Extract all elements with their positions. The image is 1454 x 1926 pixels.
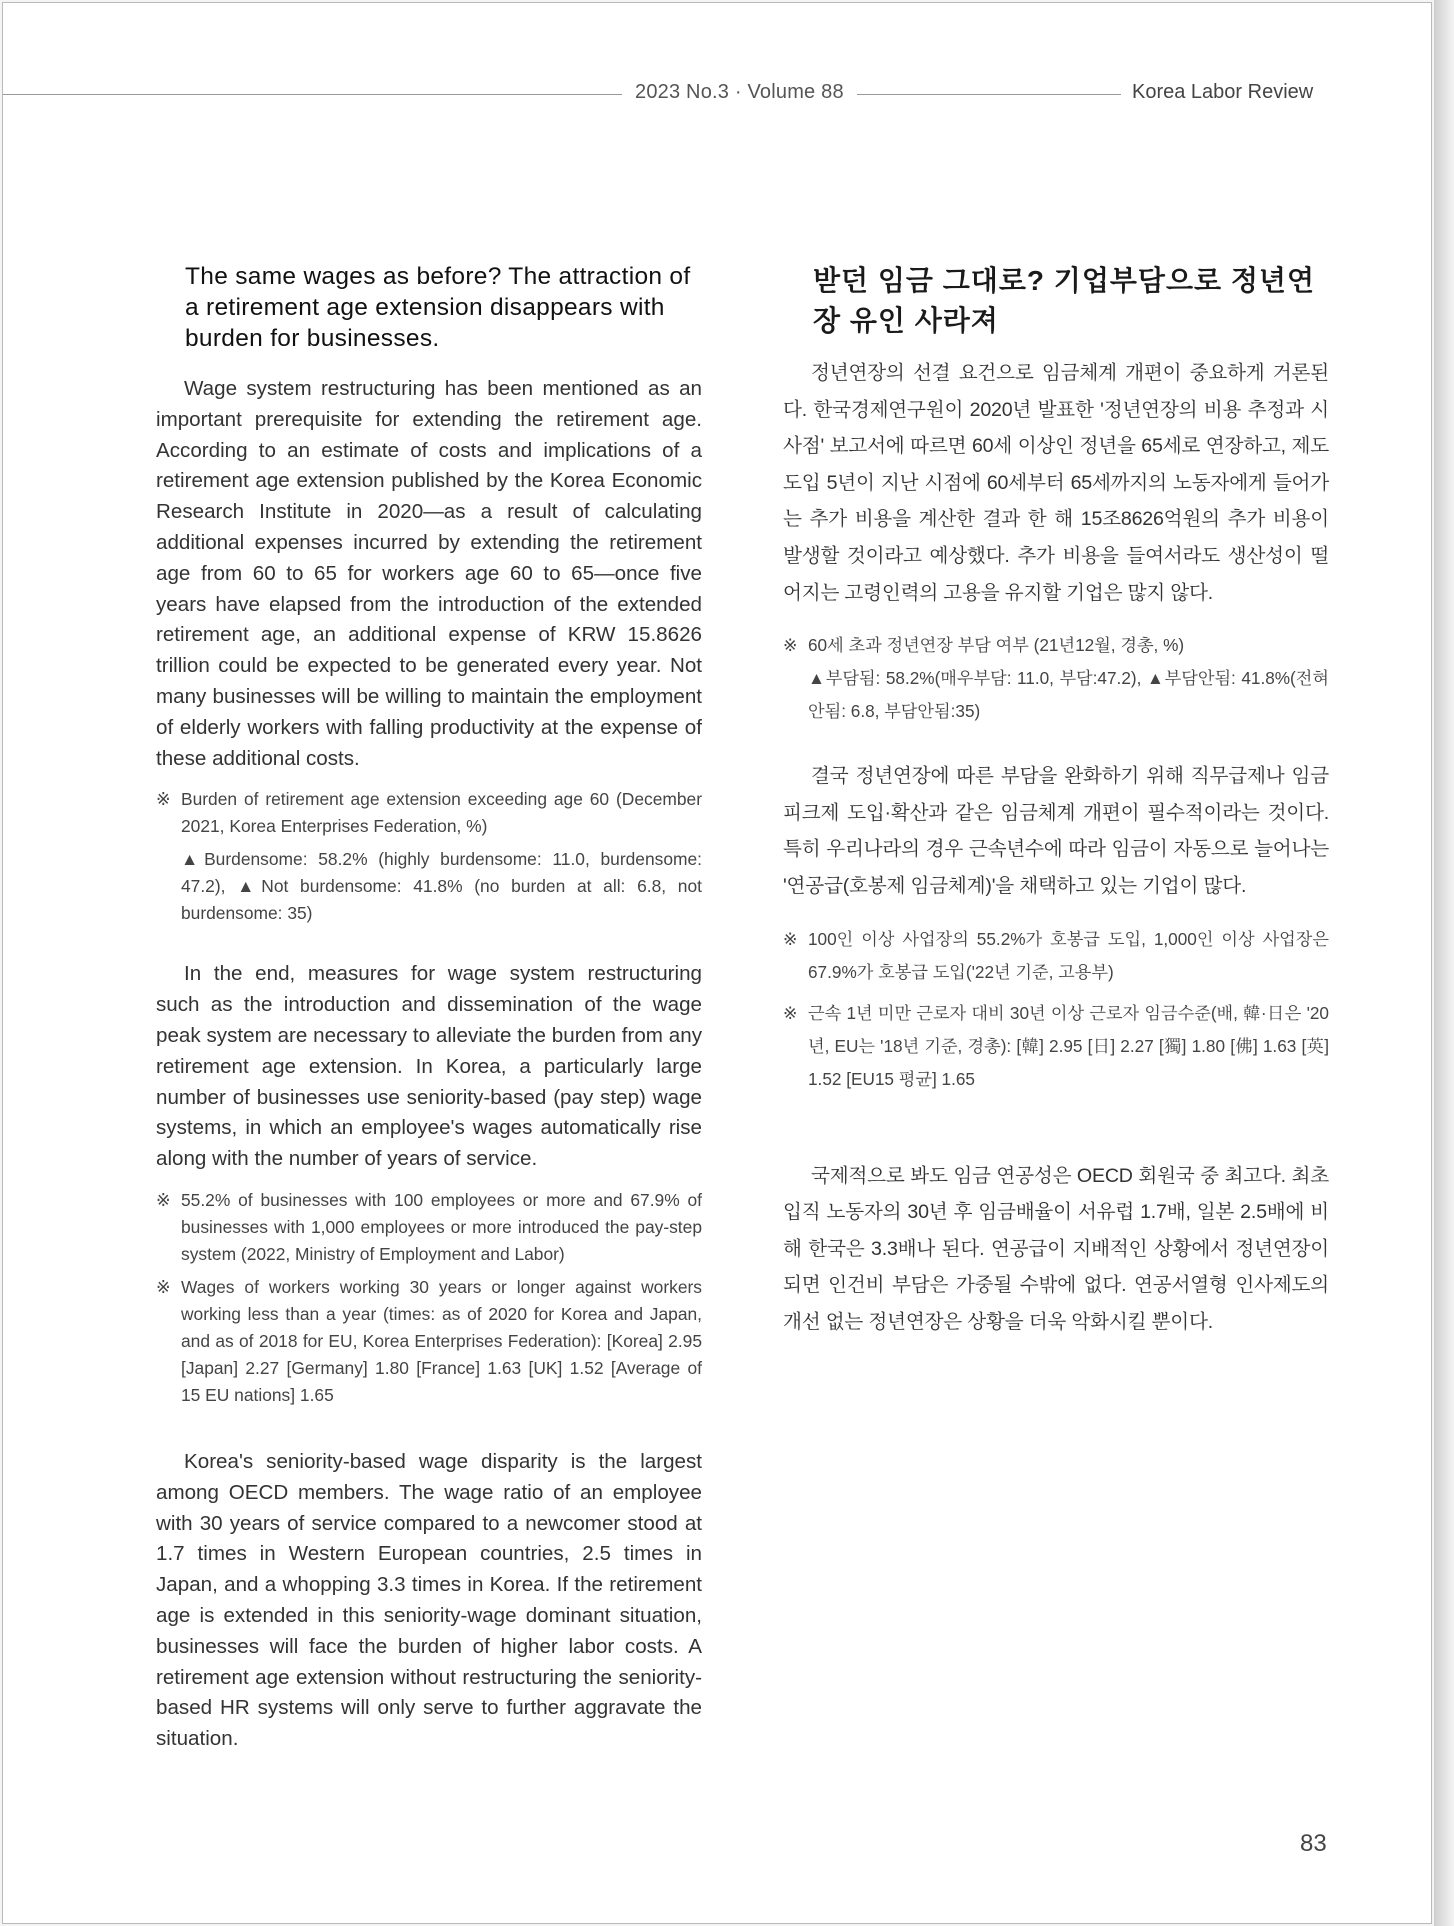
korean-section-title: 받던 임금 그대로? 기업부담으로 정년연장 유인 사라져 — [813, 265, 1315, 336]
english-note-1 — [156, 786, 702, 840]
issue-label: 2023 No.3 · Volume 88 — [635, 81, 844, 103]
journal-name: Korea Labor Review — [1132, 81, 1314, 103]
korean-paragraph-3: 국제적으로 봐도 임금 연공성은 OECD 회원국 중 최고다. 최초 입직 노동자의 30년 후 임금배율이 서유럽 1.7배, 일본 2.5배에 비해 한국은 3.3배나 된다. 연공급이 지배적인 상황에서 정년연장이되면 인건비 부담은 가중될 수밖에 없다. 연공서열형 인사제도의 개선 없는 정년연장은 상황을 더욱 악화시킬 뿐이다. — [783, 1164, 1329, 1333]
english-note-3-text: Wages of workers working 30 years or longer against workers working less than a year (times: as of 2020 for Korea and Japan, and as of 2018 for EU, Korea Enterprises Federation): [Korea] 2.95 [Japan] 2.27 [Germany] 1.80 [France] 1.63 [UK] 1.52 [Average of 15 EU nations] 1.65 — [181, 1276, 702, 1405]
note-mark: ※ — [156, 1189, 171, 1210]
korean-note-3 — [783, 997, 1329, 1096]
english-paragraph-2: In the end, measures for wage system restructuring such as the introduction and dissemination of the wage peak system are necessary to alleviate the burden from any retirement age extension. In Korea, a particularly large number of businesses use seniority-based (pay step) wage systems, in which an employee's wages automatically rise along with the number of years of service. — [156, 962, 702, 1171]
korean-note-3-text: 근속 1년 미만 근로자 대비 30년 이상 근로자 임금수준(배, 韓·日은 '20년, EU는 '18년 기준, 경총): [韓] 2.95 [日] 2.27 [獨] 1.80 [佛] 1.63 [英] 1.52 [EU15 평균] 1.65 — [808, 1002, 1329, 1089]
page-edge-shadow — [1434, 0, 1454, 1926]
page — [2, 2, 1432, 1924]
header-rule-middle — [857, 94, 1121, 95]
note-mark: ※ — [783, 928, 798, 949]
note-mark: ※ — [783, 635, 798, 656]
english-note-2-text: 55.2% of businesses with 100 employees or more and 67.9% of businesses with 1,000 employees or more introduced the pay-step system (2022, Ministry of Employment and Labor) — [181, 1189, 702, 1264]
header-rule-left — [3, 94, 622, 95]
korean-column — [783, 261, 1329, 1341]
english-note-3 — [156, 1274, 702, 1409]
english-note-2 — [156, 1187, 702, 1268]
korean-note-1-text: 60세 초과 정년연장 부담 여부 (21년12월, 경총, %) — [808, 635, 1185, 656]
korean-note-2-text: 100인 이상 사업장의 55.2%가 호봉급 도입, 1,000인 이상 사업장은 67.9%가 호봉급 도입('22년 기준, 고용부) — [808, 928, 1329, 982]
english-note-1-text: Burden of retirement age extension exceeding age 60 (December 2021, Korea Enterprises Federation, %) — [181, 789, 702, 837]
note-mark: ※ — [156, 789, 171, 810]
english-column — [156, 261, 702, 1755]
korean-note-2 — [783, 923, 1329, 989]
english-paragraph-3: Korea's seniority-based wage disparity is the largest among OECD members. The wage ratio of an employee with 30 years of service compared to a newcomer stood at 1.7 times in Western European countries, 2.5 times in Japan, and a whopping 3.3 times in Korea. If the retirement age is extended in this seniority-wage dominant situation, businesses will face the burden of higher labor costs. A retirement age extension without restructuring the seniority-based HR systems will only serve to further aggravate the situation. — [156, 1449, 702, 1751]
english-note-1-detail: ▲Burdensome: 58.2% (highly burdensome: 11.0, burdensome: 47.2), ▲Not burdensome: 41.8% (no burden at all: 6.8, not burdensome: 35) — [181, 849, 702, 924]
korean-paragraph-2: 결국 정년연장에 따른 부담을 완화하기 위해 직무급제나 임금피크제 도입·확산과 같은 임금체계 개편이 필수적이라는 것이다. 특히 우리나라의 경우 근속년수에 따라 임금이 자동으로 늘어나는 '연공급(호봉제 임금체계)'을 채택하고 있는 기업이 많다. — [783, 765, 1329, 897]
english-paragraph-1: Wage system restructuring has been mentioned as an important prerequisite for extending the retirement age. According to an estimate of costs and implications of a retirement age extension published by the Korea Economic Research Institute in 2020—as a result of calculating additional expenses incurred by extending the retirement age from 60 to 65 for workers age 60 to 65—once five years have elapsed from the introduction of the extended retirement age, an additional expense of KRW 15.8626 trillion could be expected to be generated every year. Not many businesses will be willing to maintain the employment of elderly workers with falling productivity at the expense of these additional costs. — [156, 377, 702, 770]
note-mark: ※ — [156, 1276, 171, 1297]
english-section-title: The same wages as before? The attraction of a retirement age extension disappears with burden for businesses. — [185, 263, 691, 352]
korean-paragraph-1: 정년연장의 선결 요건으로 임금체계 개편이 중요하게 거론된다. 한국경제연구원이 2020년 발표한 '정년연장의 비용 추정과 시사점' 보고서에 따르면 60세 이상인 정년을 65세로 연장하고, 제도 도입 5년이 지난 시점에 60세부터 65세까지의 노동자에게 들어가는 추가 비용을 계산한 결과 한 해 15조8626억원의 추가 비용이 발생할 것이라고 예상했다. 추가 비용을 들여서라도 생산성이 떨어지는 고령인력의 고용을 유지할 기업은 많지 않다. — [783, 362, 1329, 604]
note-mark: ※ — [783, 1002, 798, 1023]
page-number: 83 — [1300, 1830, 1327, 1857]
running-header — [3, 81, 1431, 111]
korean-note-1 — [783, 629, 1329, 662]
korean-note-1-detail: ▲부담됨: 58.2%(매우부담: 11.0, 부담:47.2), ▲부담안됨: 41.8%(전혀안됨: 6.8, 부담안됨:35) — [808, 668, 1329, 722]
